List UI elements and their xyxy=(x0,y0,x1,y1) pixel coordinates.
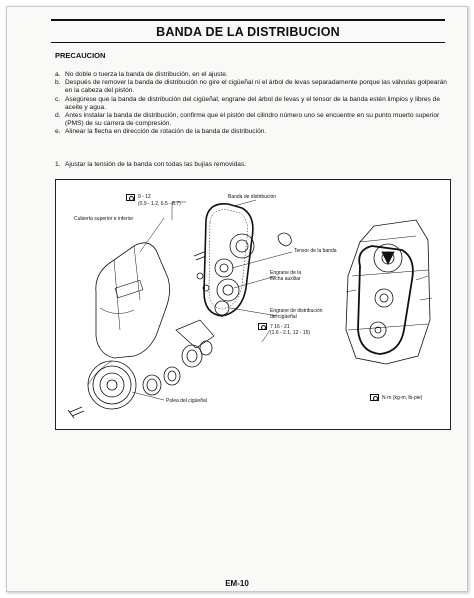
page-title: BANDA DE LA DISTRIBUCION xyxy=(156,25,340,39)
item-marker: b. xyxy=(55,79,61,87)
item-text: Asegúrese que la banda de distribución del cigüeñal, engrane del árbol de levas y el tensor de la banda estén limpios y libres de aceite y agua. xyxy=(65,95,440,111)
torque-wrench-icon xyxy=(126,194,135,201)
procedure-step xyxy=(55,161,451,168)
aux-gear-label-1: Engrane de la xyxy=(270,270,302,276)
torque-spec-mid: 7 16 - 21 xyxy=(270,324,290,330)
precaution-item xyxy=(55,112,451,128)
torque-wrench-icon xyxy=(258,323,267,330)
page-number: EM-10 xyxy=(225,579,249,588)
belt-tensioner xyxy=(215,259,233,277)
crank-pulley xyxy=(88,361,136,409)
precaution-item xyxy=(55,79,451,95)
timing-belt-figure xyxy=(55,179,451,430)
pulley-bolt xyxy=(68,407,84,418)
pulley-label: Polea del cigüeñal xyxy=(166,398,207,404)
precaution-list xyxy=(55,71,451,137)
precaution-item xyxy=(55,71,451,79)
item-marker: e. xyxy=(55,128,61,136)
crank-gear-label-1: Engrane de distribución xyxy=(270,308,323,314)
item-marker: a. xyxy=(55,71,61,78)
tensioner-label: Tensor de la banda xyxy=(294,248,337,254)
item-text: Alinear la flecha en dirección de rotación de la banda de distribución. xyxy=(65,128,267,136)
step-text: Ajustar la tensión de la banda con todas las bujías removidas. xyxy=(65,161,247,168)
item-text: Después de remover la banda de distribución no gire el cigüeñal ni el árbol de levas separadamente porque las válvulas golpearán en la cabeza del pistón. xyxy=(65,79,447,95)
cover-label: Cubierta superior e inferior xyxy=(74,216,134,222)
precaution-item xyxy=(55,128,451,136)
precaution-item xyxy=(55,96,451,112)
aux-gear-label-2: flecha auxiliar xyxy=(270,276,301,282)
item-text: Antes instalar la banda de distribución, confirme que el pistón del cilindro número uno se encuentre en su punto muerto superior (PMS) de su carrera de compresión. xyxy=(65,112,440,128)
item-marker: d. xyxy=(55,112,61,120)
crank-gear-label-2: del cigüeñal xyxy=(270,314,297,320)
item-text: No doble o tuerza la banda de distribución, en el ajuste. xyxy=(65,71,228,78)
torque-spec-mid-units: (1.6 - 2.1, 12 - 15) xyxy=(270,330,311,336)
step-marker: 1. xyxy=(55,161,61,168)
header-rule-top xyxy=(51,19,445,21)
item-marker: c. xyxy=(55,95,61,103)
torque-spec-top-units: (0.9 - 1.2, 6.5 - 8.7) xyxy=(138,201,181,207)
belt-label: Banda de distribución xyxy=(228,194,277,200)
header-rule-bottom xyxy=(51,42,445,43)
torque-spec-top: 9 - 12 xyxy=(138,194,151,200)
units-legend: N·m (kg-m, lb-pie) xyxy=(382,395,423,401)
torque-wrench-icon xyxy=(370,394,379,401)
timing-cover xyxy=(96,243,170,358)
precaution-heading: PRECAUCION xyxy=(55,51,106,60)
